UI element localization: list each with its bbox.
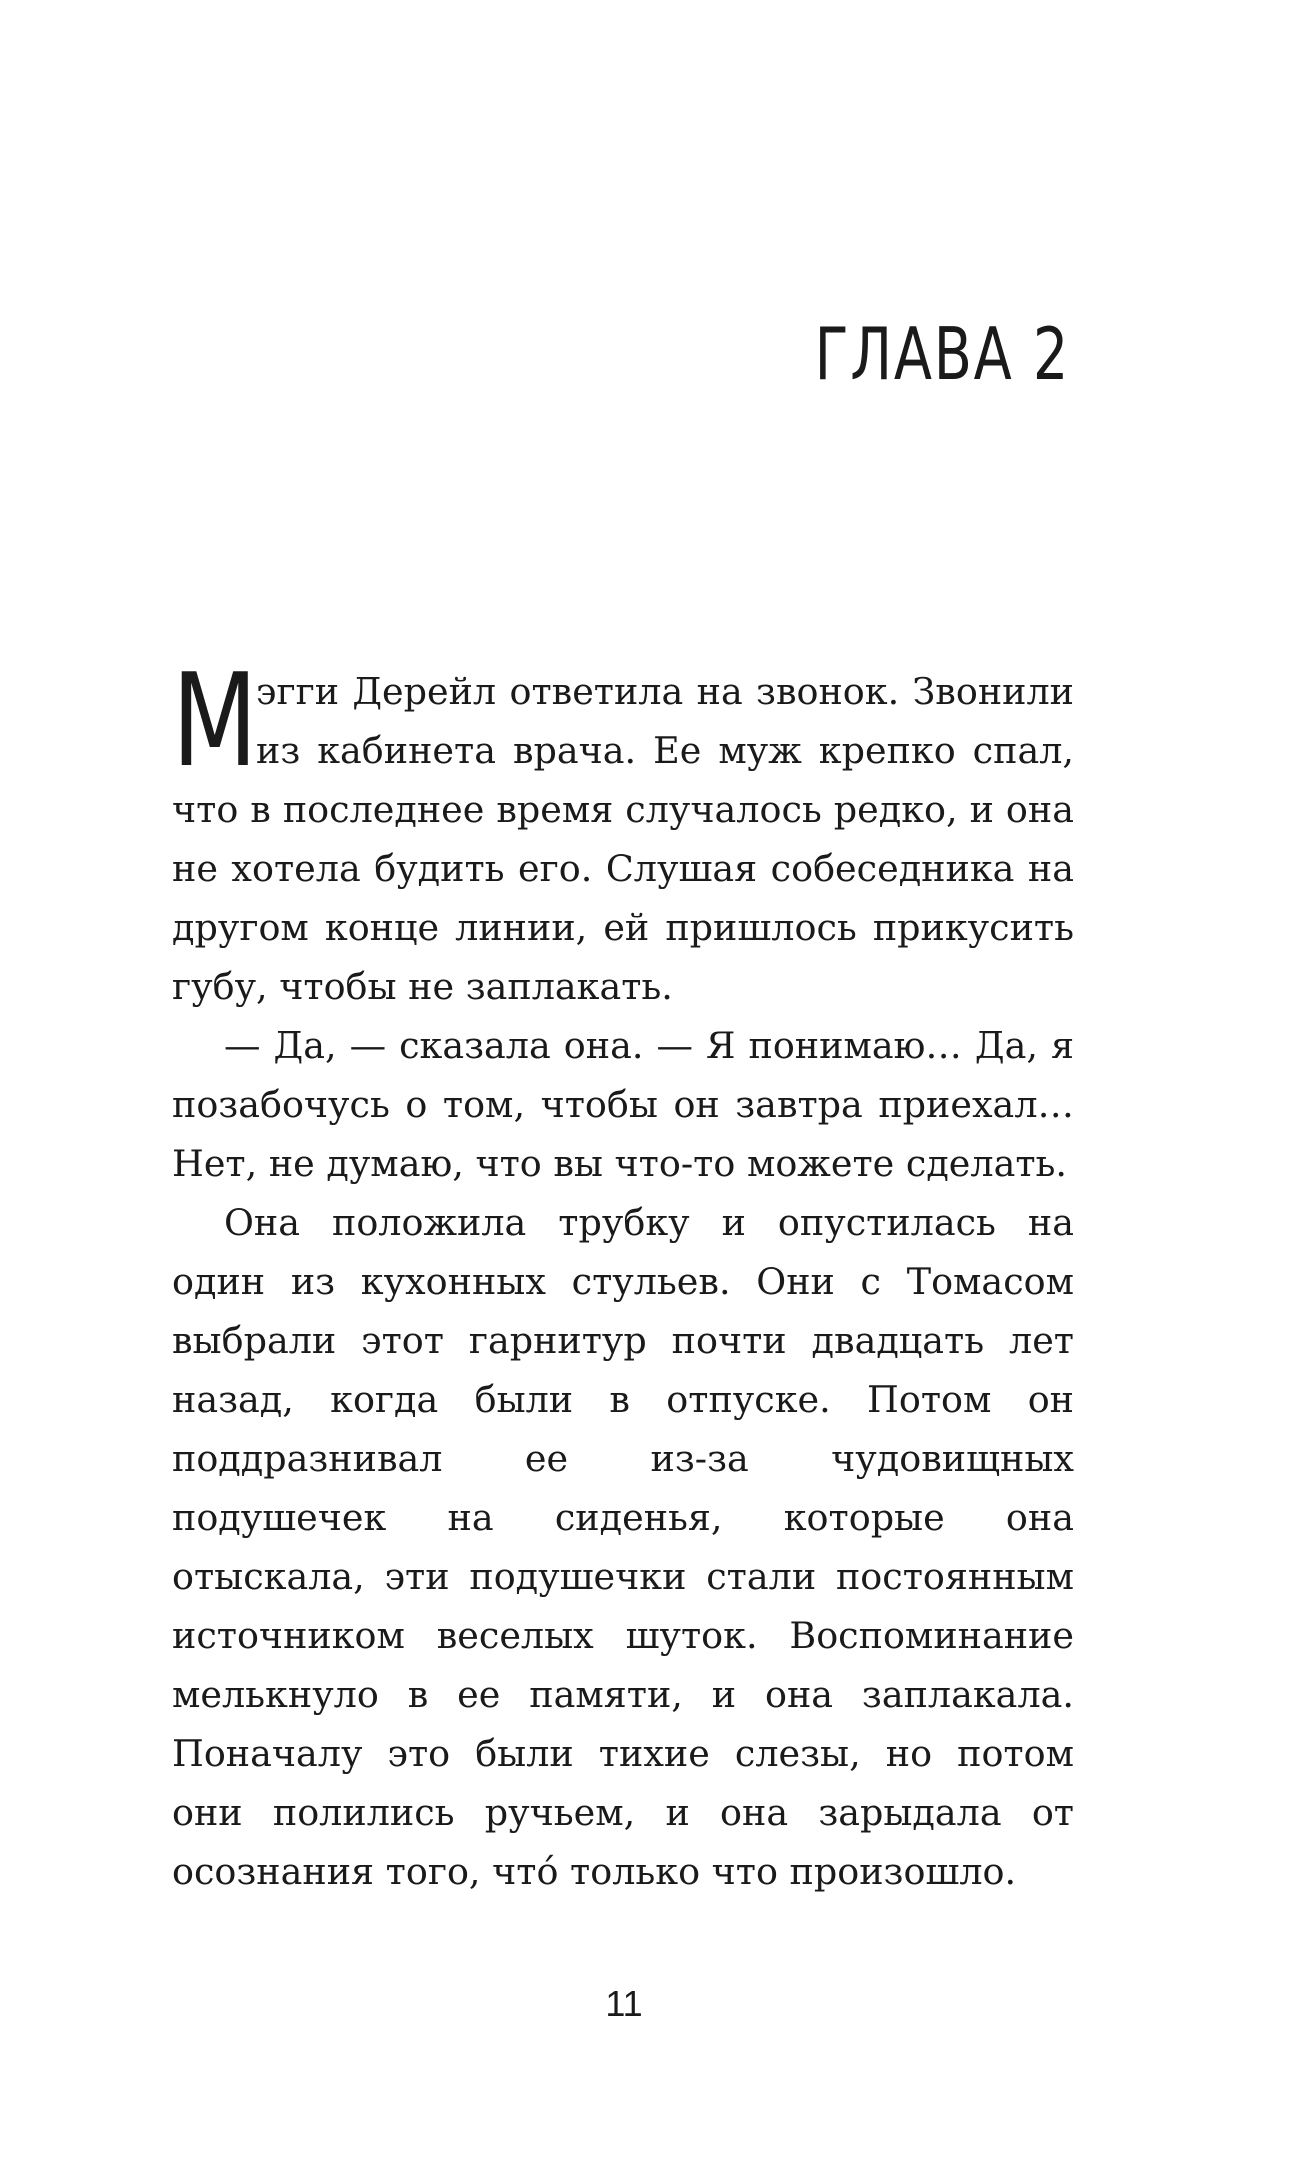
page-number: 11 (605, 1983, 643, 2024)
paragraph-3: Она положила трубку и опустилась на один из кухонных стульев. Они с Томасом выбрали этот гарнитур почти двадцать лет назад, когда были в отпуске. Потом он поддразнивал ее из-за чудовищных подушечек на сиденья, которые она отыскала, эти подушечки стали постоянным источником веселых шуток. Воспоминание мелькнуло в ее памяти, и она заплакала. Поначалу это были тихие слезы, но потом они полились ручьем, и она зарыдала от осознания того, что́ только что произошло. (172, 1201, 1074, 1893)
paragraph-1 (172, 647, 1074, 1016)
chapter-title: ГЛАВА 2 (814, 312, 1070, 396)
paragraph-1-text: эгги Дерейл ответила на звонок. Звонили из кабинета врача. Ее муж крепко спал, что в последнее время случалось редко, и она не хотела будить его. Слушая собеседника на другом конце линии, ей пришлось прикусить губу, чтобы не заплакать. (172, 670, 1074, 1008)
paragraph-2: — Да, — сказала она. — Я понимаю… Да, я позабочусь о том, чтобы он завтра приехал… Нет, не думаю, что вы что-то можете сделать. (172, 1024, 1074, 1185)
chapter-body (172, 647, 1074, 1901)
drop-cap: М (172, 647, 258, 796)
